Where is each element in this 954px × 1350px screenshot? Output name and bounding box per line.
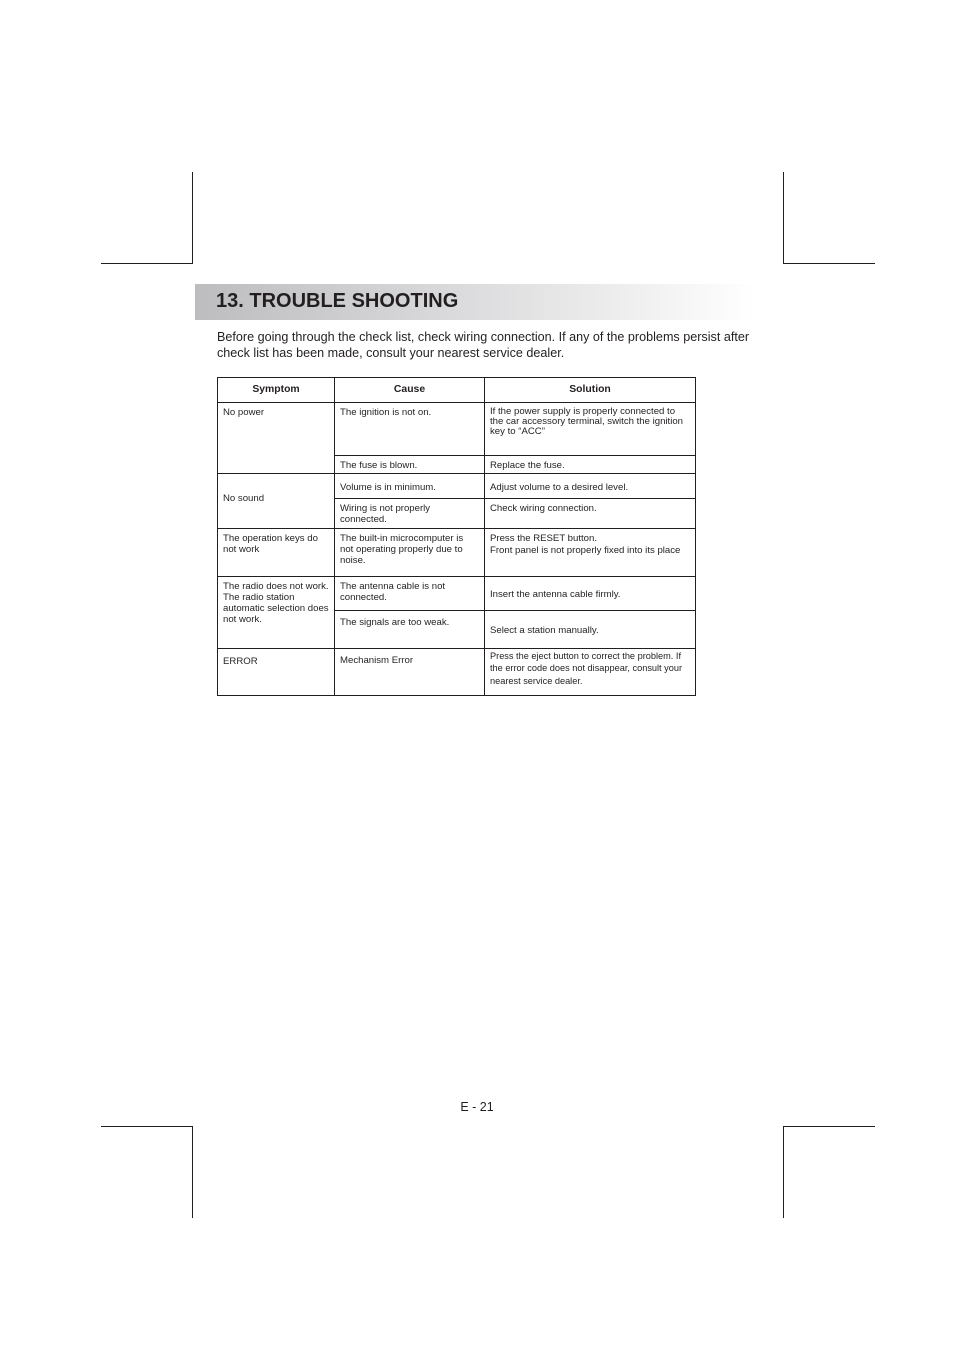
crop-mark [783, 1126, 875, 1127]
header-solution: Solution [485, 378, 696, 403]
solution-line: Press the RESET button. [490, 532, 598, 544]
table-header-row [218, 378, 696, 403]
symptom-cell: ERROR [218, 648, 335, 695]
cause-cell: Wiring is not properly connected. [335, 499, 485, 528]
table-row [218, 576, 696, 610]
header-symptom: Symptom [218, 378, 335, 403]
symptom-cell: No sound [218, 474, 335, 528]
cause-cell: The built-in microcomputer is not operating properly due to noise. [335, 528, 485, 576]
solution-line: Front panel is not properly fixed into its place [490, 545, 681, 557]
solution-cell: Press the eject button to correct the problem. If the error code does not disappear, consult your nearest service dealer. [485, 648, 696, 695]
table-row [218, 474, 696, 499]
solution-cell: Select a station manually. [485, 610, 696, 648]
solution-cell [485, 528, 696, 576]
crop-mark [783, 263, 875, 264]
solution-cell: Replace the fuse. [485, 456, 696, 474]
intro-paragraph: Before going through the check list, check wiring connection. If any of the problems persist after check list has been made, consult your nearest service dealer. [217, 330, 750, 360]
section-title: 13. TROUBLE SHOOTING [216, 290, 459, 312]
cause-cell: The signals are too weak. [335, 610, 485, 648]
cause-cell: The antenna cable is not connected. [335, 576, 485, 610]
solution-cell: If the power supply is properly connected to the car accessory terminal, switch the ignition key to “ACC” [485, 403, 696, 456]
crop-mark [101, 1126, 193, 1127]
crop-mark [783, 172, 784, 264]
symptom-cell: No power [218, 403, 335, 474]
header-cause: Cause [335, 378, 485, 403]
cause-cell: Volume is in minimum. [335, 474, 485, 499]
symptom-cell: The operation keys do not work [218, 528, 335, 576]
solution-cell: Adjust volume to a desired level. [485, 474, 696, 499]
symptom-line: The radio does not work. [223, 580, 329, 592]
crop-mark [192, 1126, 193, 1218]
cause-cell: The fuse is blown. [335, 456, 485, 474]
crop-mark [783, 1126, 784, 1218]
crop-mark [101, 263, 193, 264]
table-row [218, 528, 696, 576]
cause-cell: Mechanism Error [335, 648, 485, 695]
troubleshooting-table [217, 377, 696, 696]
crop-mark [192, 172, 193, 264]
solution-cell: Check wiring connection. [485, 499, 696, 528]
solution-cell: Insert the antenna cable firmly. [485, 576, 696, 610]
table-row [218, 403, 696, 456]
section-title-bar [195, 284, 757, 320]
cause-cell: The ignition is not on. [335, 403, 485, 456]
page-number: E - 21 [460, 1100, 494, 1114]
symptom-cell [218, 576, 335, 648]
symptom-line: The radio station automatic selection does not work. [223, 591, 329, 626]
table-row [218, 648, 696, 695]
